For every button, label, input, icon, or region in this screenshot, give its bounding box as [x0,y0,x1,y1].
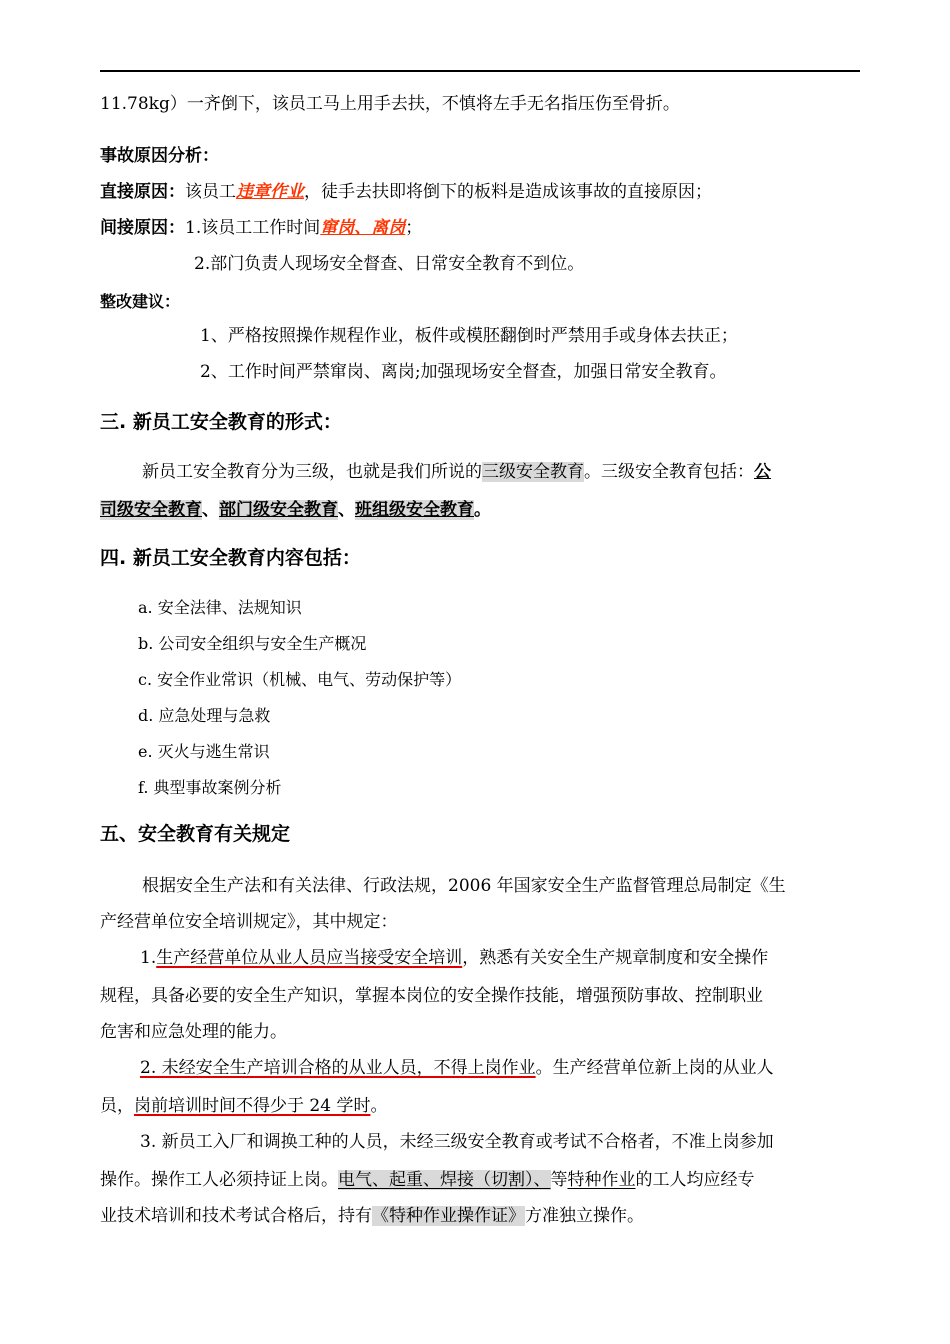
rectification-heading: 整改建议： [100,292,181,311]
section-3-line-1: 新员工安全教育分为三级，也就是我们所说的三级安全教育。三级安全教育包括：公 [142,462,771,482]
rectification-item-2: 2、工作时间严禁窜岗、离岗;加强现场安全督查，加强日常安全教育。 [200,362,727,382]
list-item: c. 安全作业常识（机械、电气、劳动保护等） [138,670,462,689]
section-5-heading: 五、安全教育有关规定 [100,823,291,845]
section-5-p4-line-3: 业技术培训和技术考试合格后，持有《特种作业操作证》方准独立操作。 [100,1206,644,1226]
section-3-heading: 三. 新员工安全教育的形式： [100,411,342,433]
section-4-heading: 四. 新员工安全教育内容包括： [100,547,361,569]
section-5-p4-line-1: 3. 新员工入厂和调换工种的人员，未经三级安全教育或考试不合格者，不准上岗参加 [140,1132,774,1152]
list-item: f. 典型事故案例分析 [138,778,282,797]
indirect-cause-2: 2.部门负责人现场安全督查、日常安全教育不到位。 [194,254,585,274]
section-3-line-2: 司级安全教育、部门级安全教育、班组级安全教育。 [100,500,491,520]
list-item: e. 灭火与逃生常识 [138,742,270,761]
cause-analysis-heading: 事故原因分析： [100,146,219,166]
section-5-p3-line-2: 员，岗前培训时间不得少于 24 学时。 [100,1096,388,1116]
section-5-p2-line-1: 1.生产经营单位从业人员应当接受安全培训，熟悉有关安全生产规章制度和安全操作 [140,948,769,968]
section-5-p1-line-1: 根据安全生产法和有关法律、行政法规，2006 年国家安全生产监督管理总局制定《生 [142,876,786,896]
rectification-item-1: 1、严格按照操作规程作业，板件或模胚翻倒时严禁用手或身体去扶正； [200,326,738,346]
intro-line: 11.78kg）一齐倒下，该员工马上用手去扶，不慎将左手无名指压伤至骨折。 [100,94,680,114]
section-5-p2-line-3: 危害和应急处理的能力。 [100,1022,287,1042]
indirect-cause: 间接原因：1.该员工工作时间窜岗、离岗； [100,218,423,238]
direct-cause: 直接原因：该员工违章作业，徒手去扶即将倒下的板料是造成该事故的直接原因； [100,182,712,202]
section-5-p3-line-1: 2. 未经安全生产培训合格的从业人员，不得上岗作业。生产经营单位新上岗的从业人 [140,1058,774,1078]
list-item: b. 公司安全组织与安全生产概况 [138,634,367,653]
list-item: a. 安全法律、法规知识 [138,598,302,617]
weight-value: 11.78kg [100,94,170,114]
list-item: d. 应急处理与急救 [138,706,271,725]
section-5-p4-line-2: 操作。操作工人必须持证上岗。电气、起重、焊接（切割）、等特种作业的工人均应经专 [100,1170,755,1190]
section-5-p2-line-2: 规程，具备必要的安全生产知识，掌握本岗位的安全操作技能，增强预防事故、控制职业 [100,986,763,1006]
section-5-p1-line-2: 产经营单位安全培训规定》，其中规定： [100,912,398,932]
header-rule [100,70,860,72]
